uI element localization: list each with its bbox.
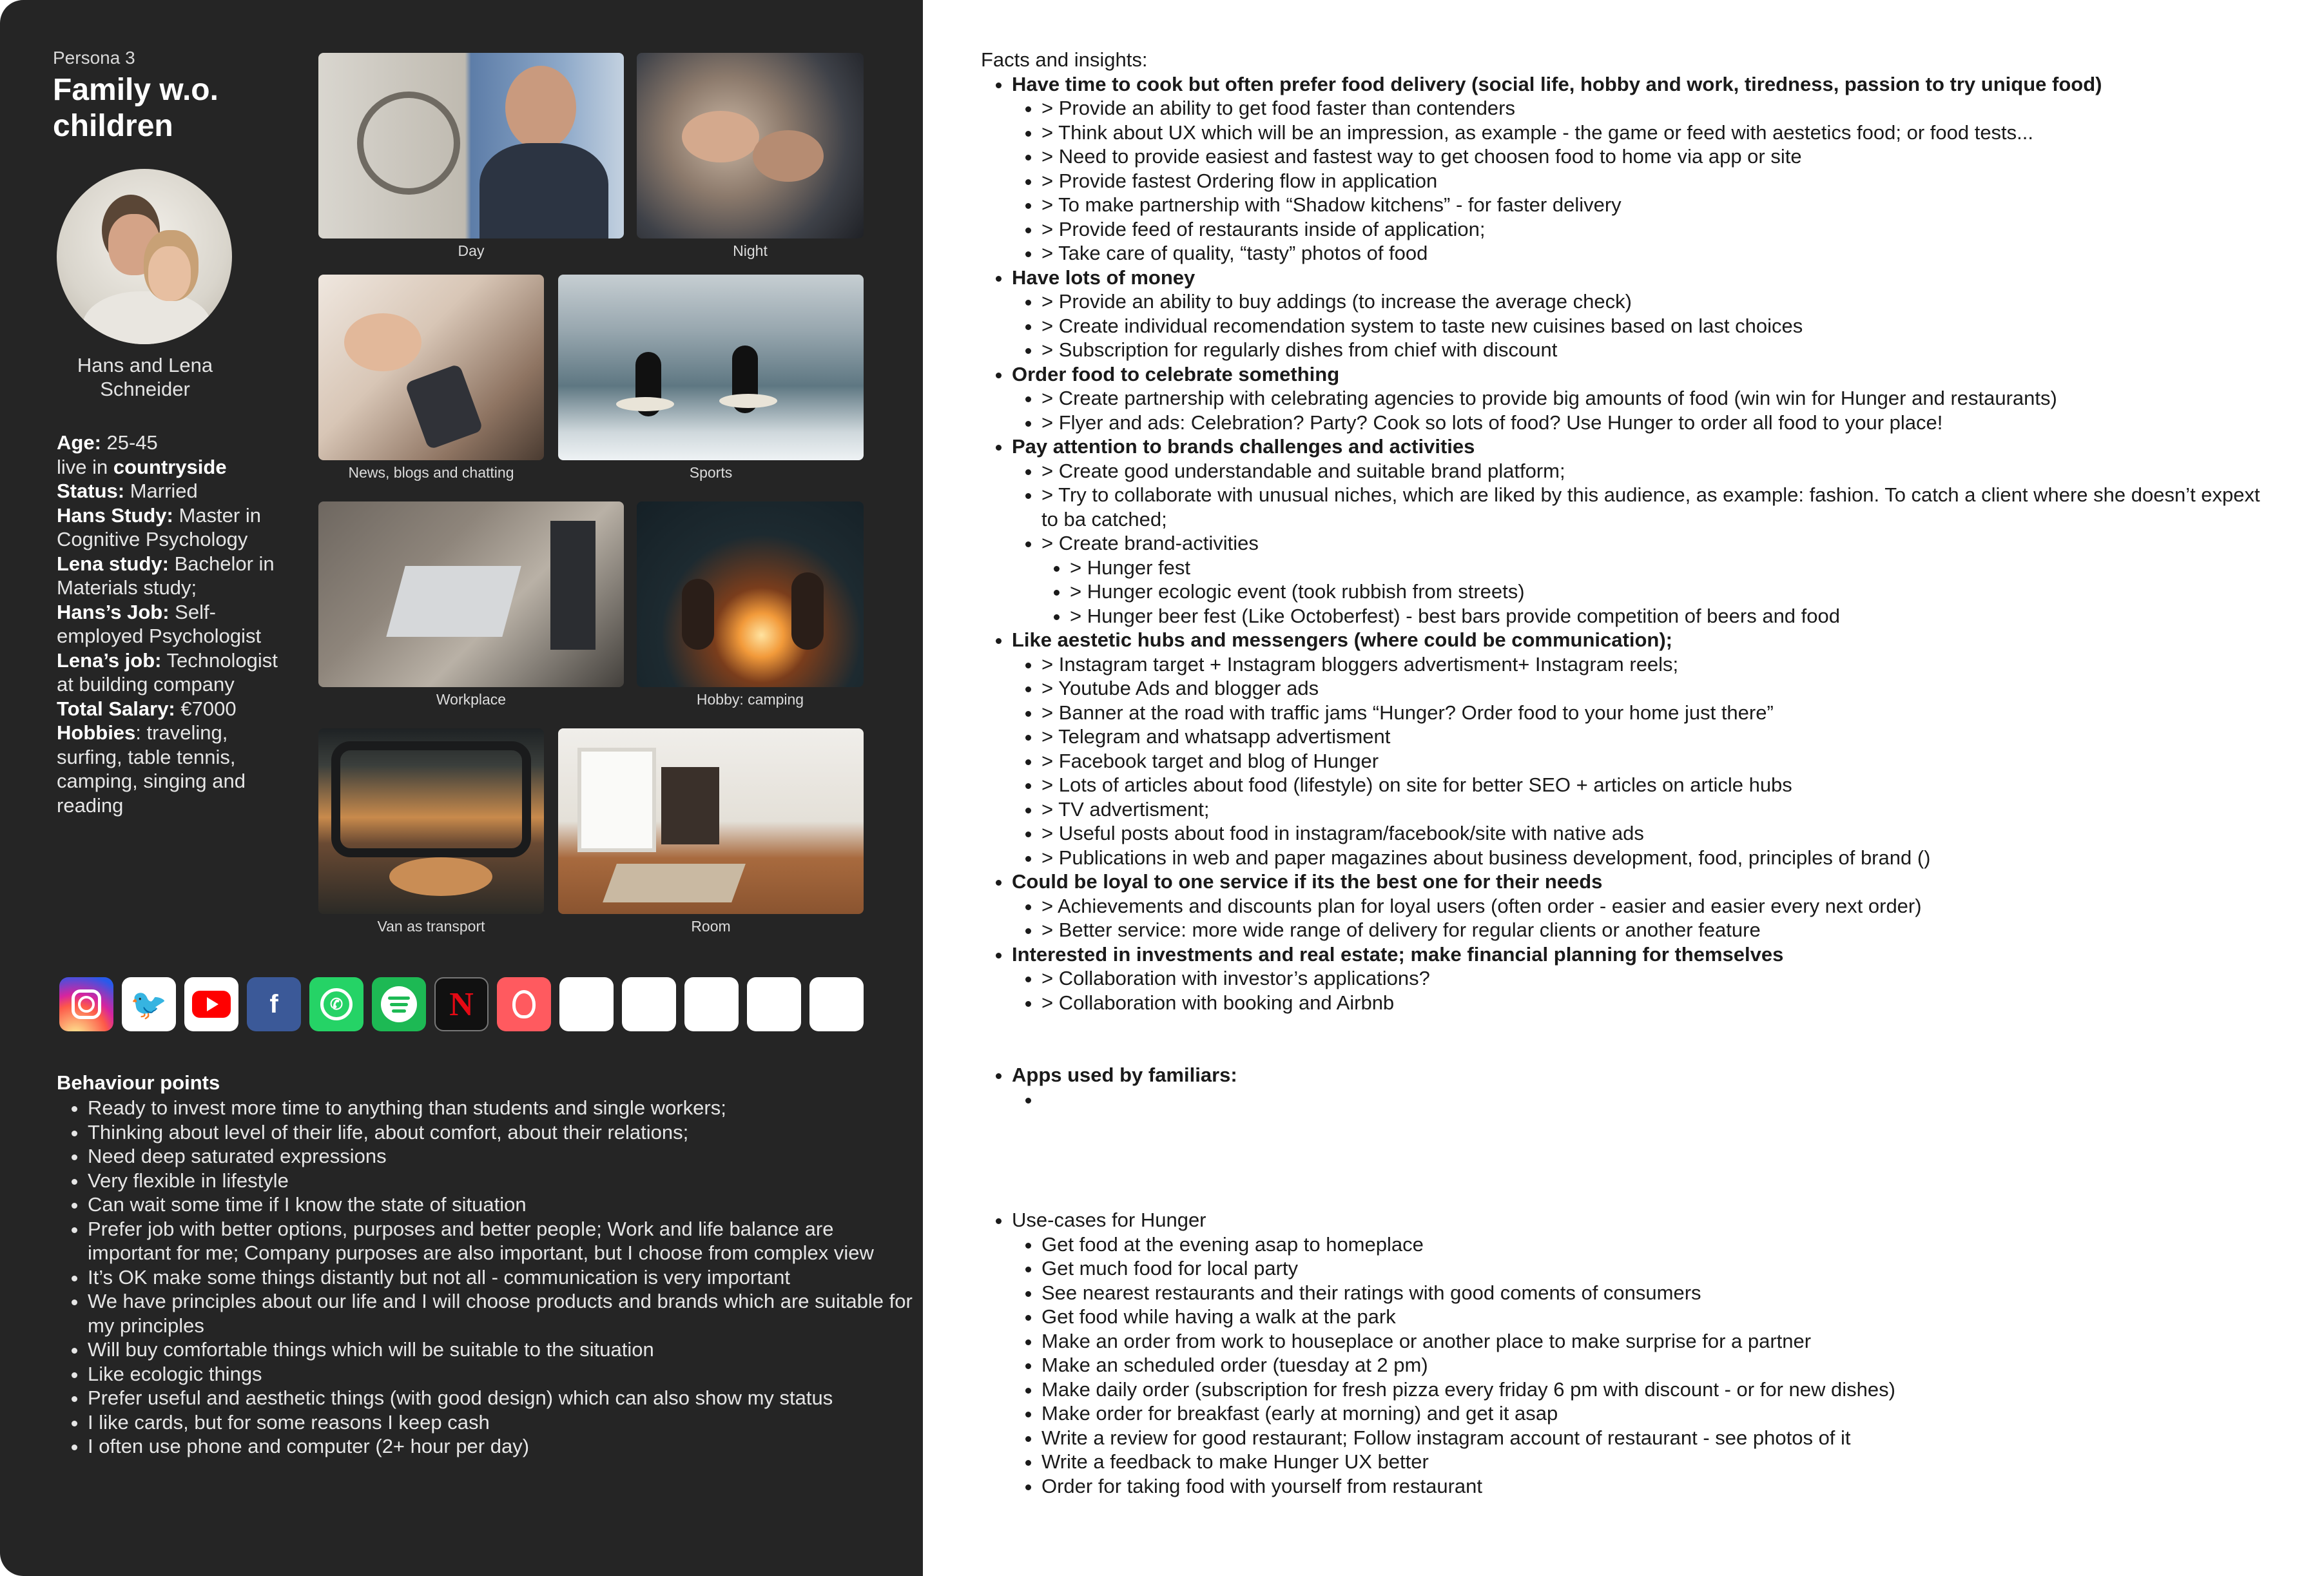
list-item: • > Collaboration with booking and Airbnb [1041,991,2270,1015]
fact-hans-study: Hans Study: Master in Cognitive Psychology [57,503,261,550]
list-item: • We have principles about our life and I will choose products and brands which are suitable for my principles [88,1289,913,1338]
avatar-shirt [82,291,211,344]
caption-room: Room [691,918,731,935]
fact-location: live in countryside [57,455,227,478]
insights-list [981,72,2270,1015]
section-items [1012,96,2270,266]
list-item: • > Achievements and discounts plan for loyal users (often order - easier and easier every next order) [1041,894,2270,919]
list-item: • > Facebook target and blog of Hunger [1041,749,2270,773]
list-item: • > Banner at the road with traffic jams “Hunger? Order food to your home just there” [1041,701,2270,725]
list-item: • Can wait some time if I know the state of situation [88,1192,913,1217]
insight-section [1012,870,2270,942]
list-item: • > Create partnership with celebrating agencies to provide big amounts of food (win win for Hunger and restaurants) [1041,386,2270,411]
list-item: • > Think about UX which will be an impression, as example - the game or feed with aestetics food; or food tests... [1041,121,2270,145]
photo-room [558,728,864,914]
fact-age: Age: 25-45 [57,431,158,454]
list-item: • > Create good understandable and suitable brand platform; [1041,459,2270,483]
usecases-list [981,1208,2270,1498]
caption-news: News, blogs and chatting [348,464,514,481]
list-item: • > Try to collaborate with unusual niches, which are liked by this audience, as example: fashion. To catch a client where she doesn’t expext to ba catched; [1041,483,2270,531]
list-item: • Order for taking food with yourself from restaurant [1041,1474,2270,1499]
caption-workplace: Workplace [436,691,507,708]
apps-familiars-list [981,1063,2270,1111]
list-item: • Get food at the evening asap to homeplace [1041,1232,2270,1257]
empty-app-slot [622,977,676,1031]
list-item: • > Provide an ability to get food faster than contenders [1041,96,2270,121]
fact-lena-study: Lena study: Bachelor in Materials study; [57,552,275,599]
fact-hans-job: Hans’s Job: Self-employed Psychologist [57,600,262,647]
list-item: • Make order for breakfast (early at morning) and get it asap [1041,1401,2270,1426]
empty-app-slot [684,977,739,1031]
list-item: • > Lots of articles about food (lifestyle) on site for better SEO + articles on article hubs [1041,773,2270,797]
section-title: Apps used by familiars: [1012,1064,1237,1086]
list-item: • Make an scheduled order (tuesday at 2 pm) [1041,1353,2270,1377]
list-item [1041,531,2270,628]
section-items [1012,386,2270,434]
insight-section [1012,434,2270,628]
section-title: Like aestetic hubs and messengers (where could be communication); [1012,628,1672,651]
insight-section [1012,942,2270,1015]
section-items [1012,459,2270,628]
insight-section [1012,1208,2270,1498]
persona-names: Hans and Lena Schneider [77,354,213,400]
caption-sports: Sports [689,464,733,481]
list-item: • > TV advertisment; [1041,797,2270,822]
list-item: • Make daily order (subscription for fresh pizza every friday 6 pm with discount - or for new dishes) [1041,1377,2270,1402]
list-item: • > Collaboration with investor’s applications? [1041,966,2270,991]
list-item: • > Instagram target + Instagram bloggers advertisment+ Instagram reels; [1041,652,2270,677]
section-title: Pay attention to brands challenges and activities [1012,435,1475,458]
empty-app-slot [559,977,614,1031]
photo-camping [637,501,864,687]
list-item: • Very flexible in lifestyle [88,1169,913,1193]
netflix-icon[interactable]: N [434,977,489,1031]
list-item: • Like ecologic things [88,1362,913,1386]
list-item: • Will buy comfortable things which will be suitable to the situation [88,1338,913,1362]
list-item: • > Publications in web and paper magazines about business development, food, principles of brand () [1041,846,2270,870]
list-item: • > Take care of quality, “tasty” photos of food [1041,241,2270,266]
section-title: Use-cases for Hunger [1012,1209,1206,1231]
fact-status: Status: Married [57,480,198,502]
list-item: • I often use phone and computer (2+ hour per day) [88,1434,913,1459]
section-title: Have time to cook but often prefer food delivery (social life, hobby and work, tiredness, passion to try unique food) [1012,72,2102,95]
section-items [1012,652,2270,870]
list-item: • > Better service: more wide range of delivery for regular clients or another feature [1041,918,2270,942]
persona-facts [57,431,289,817]
list-item: • > Hunger ecologic event (took rubbish from streets) [1070,579,2270,604]
section-items [1012,289,2270,362]
list-item: • See nearest restaurants and their ratings with good coments of consumers [1041,1281,2270,1305]
photo-day [318,53,624,238]
caption-camping: Hobby: camping [696,691,804,708]
list-item: • > Telegram and whatsapp advertisment [1041,725,2270,749]
list-item [1041,1087,2270,1112]
caption-night: Night [733,242,768,259]
list-item: • > Hunger beer fest (Like Octoberfest) - best bars provide competition of beers and food [1070,604,2270,628]
youtube-icon[interactable] [184,977,238,1031]
whatsapp-icon[interactable]: ✆ [309,977,363,1031]
list-item: • Thinking about level of their life, about comfort, about their relations; [88,1120,913,1145]
list-item: • > Provide an ability to buy addings (to increase the average check) [1041,289,2270,314]
photo-workplace [318,501,624,687]
behaviour-list [57,1096,913,1459]
list-item-text: > Create brand-activities [1041,532,1259,554]
section-title: Order food to celebrate something [1012,362,1340,385]
twitter-icon[interactable]: 🐦 [122,977,176,1031]
instagram-icon[interactable] [59,977,113,1031]
insight-section [1012,362,2270,435]
section-items [1012,894,2270,942]
insight-section [1012,1063,2270,1111]
list-item: • Prefer useful and aesthetic things (with good design) which can also show my status [88,1386,913,1410]
airbnb-icon[interactable] [497,977,551,1031]
insight-section [1012,72,2270,266]
section-items [1012,1087,2270,1112]
photo-van [318,728,544,914]
facebook-icon[interactable]: f [247,977,301,1031]
insight-section [1012,266,2270,362]
list-item: • > Youtube Ads and blogger ads [1041,676,2270,701]
sub-items [1041,556,2270,628]
list-item: • Prefer job with better options, purposes and better people; Work and life balance are important for me; Company purposes are also important, but I choose from complex view [88,1217,913,1265]
section-title: Interested in investments and real estate; make financial planning for themselves [1012,942,1784,966]
section-items [1012,966,2270,1015]
list-item: • Get food while having a walk at the park [1041,1305,2270,1329]
list-item: • > Provide feed of restaurants inside of application; [1041,217,2270,242]
fact-lena-job: Lena’s job: Technologist at building company [57,648,278,696]
list-item: • > Create individual recomendation system to taste new cuisines based on last choices [1041,314,2270,338]
list-item: • I like cards, but for some reasons I keep cash [88,1410,913,1435]
list-item: • Write a review for good restaurant; Follow instagram account of restaurant - see photos of it [1041,1426,2270,1450]
avatar [57,169,232,344]
list-item: • > Subscription for regularly dishes from chief with discount [1041,338,2270,362]
list-item: • It’s OK make some things distantly but not all - communication is very important [88,1265,913,1290]
list-item: • > Provide fastest Ordering flow in application [1041,169,2270,193]
fact-hobbies: Hobbies: traveling, surfing, table tennis, camping, singing and reading [57,721,246,817]
insights-content [981,48,2270,1498]
list-item: • Need deep saturated expressions [88,1144,913,1169]
list-item: • > Need to provide easiest and fastest way to get choosen food to home via app or site [1041,144,2270,169]
empty-app-slot [809,977,864,1031]
section-title: Have lots of money [1012,266,1196,289]
persona-title: Family w.o. children [53,73,218,143]
list-item: • > Hunger fest [1070,556,2270,580]
avatar-face-second [148,246,191,301]
persona-number: Persona 3 [53,48,135,68]
fact-salary: Total Salary: €7000 [57,697,237,720]
list-item: • Get much food for local party [1041,1256,2270,1281]
list-item: • > Useful posts about food in instagram/facebook/site with native ads [1041,821,2270,846]
photo-night [637,53,864,238]
list-item: • Ready to invest more time to anything than students and single workers; [88,1096,913,1120]
list-item: • Write a feedback to make Hunger UX better [1041,1450,2270,1474]
list-item: • Make an order from work to houseplace or another place to make surprise for a partner [1041,1329,2270,1354]
caption-day: Day [458,242,485,259]
behaviour-title: Behaviour points [57,1071,220,1094]
insight-section [1012,628,2270,870]
section-title: Could be loyal to one service if its the best one for their needs [1012,870,1603,893]
insights-heading: Facts and insights: [981,48,1148,71]
caption-van: Van as transport [377,918,485,935]
list-item: • > To make partnership with “Shadow kitchens” - for faster delivery [1041,193,2270,217]
photo-sports [558,275,864,460]
photo-news [318,275,544,460]
section-items [1012,1232,2270,1499]
empty-app-slot [747,977,801,1031]
spotify-icon[interactable] [372,977,426,1031]
list-item: • > Flyer and ads: Celebration? Party? Cook so lots of food? Use Hunger to order all food to your place! [1041,411,2270,435]
persona-panel [0,0,923,1576]
